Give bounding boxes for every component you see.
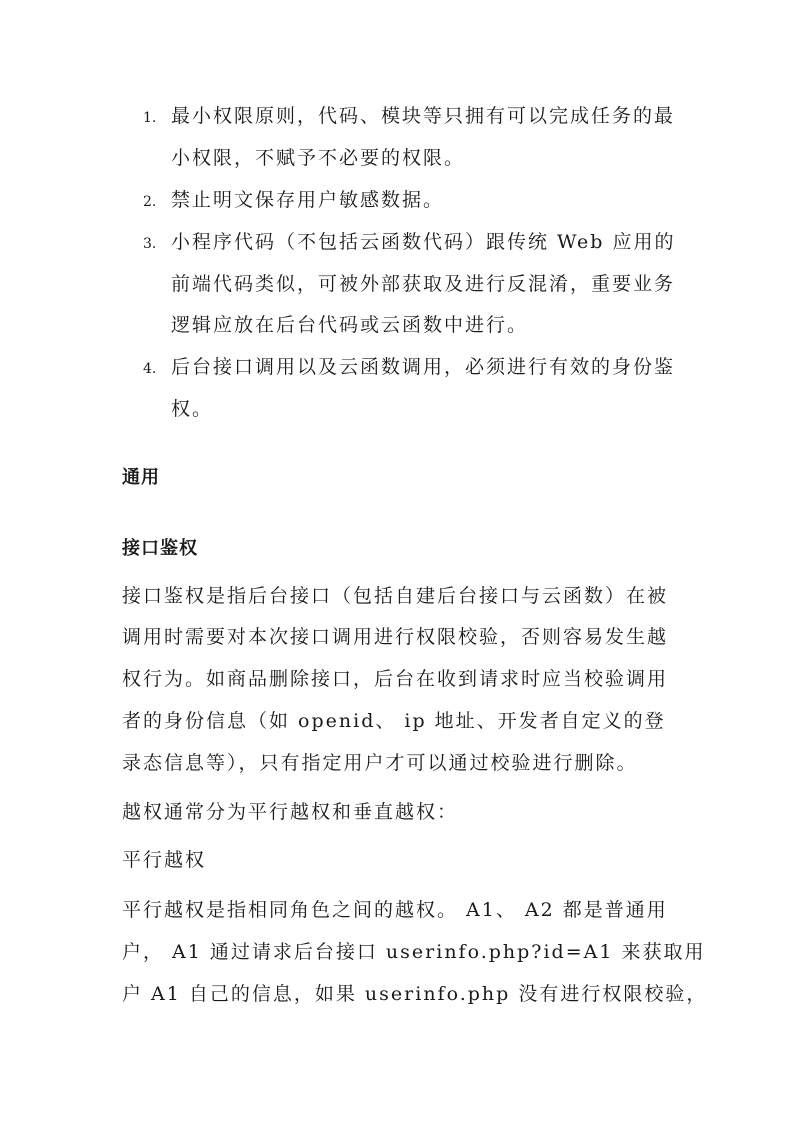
list-item-number: 4. (143, 361, 157, 377)
list-item-number: 3. (143, 236, 157, 252)
subsection-heading: 接口鉴权 (122, 538, 198, 559)
list-item-text-line: 后台接口调用以及云函数调用，必须进行有效的身份鉴 (171, 356, 676, 378)
paragraph-line: 调用时需要对本次接口调用进行权限校验，否则容易发生越 (122, 626, 669, 648)
list-item-text-line: 逻辑应放在后台代码或云函数中进行。 (171, 314, 529, 336)
list-item-text-line: 小程序代码（不包括云函数代码）跟传统 Web 应用的 (171, 231, 676, 253)
list-item-text-line: 禁止明文保存用户敏感数据。 (171, 189, 445, 211)
paragraph-line: 户 A1 自己的信息，如果 userinfo.php 没有进行权限校验， (122, 983, 708, 1005)
list-item-number: 2. (143, 194, 157, 210)
paragraph-line: 接口鉴权是指后台接口（包括自建后台接口与云函数）在被 (122, 585, 669, 607)
paragraph-line: 平行越权是指相同角色之间的越权。 A1、 A2 都是普通用 (122, 899, 668, 921)
list-item-number: 1. (143, 110, 157, 126)
list-item-text-line: 小权限，不赋予不必要的权限。 (171, 147, 466, 169)
paragraph-line: 者的身份信息（如 openid、 ip 地址、开发者自定义的登 (122, 710, 666, 732)
list-item-text-line: 权。 (171, 398, 214, 420)
list-item-text-line: 前端代码类似，可被外部获取及进行反混淆，重要业务 (171, 273, 676, 295)
paragraph-line: 越权通常分为平行越权和垂直越权： (122, 801, 459, 823)
paragraph-line: 平行越权 (122, 849, 207, 871)
list-item-text-line: 最小权限原则，代码、模块等只拥有可以完成任务的最 (171, 105, 676, 127)
paragraph-line: 户， A1 通过请求后台接口 userinfo.php?id=A1 来获取用 (122, 941, 706, 963)
paragraph-line: 录态信息等），只有指定用户才可以通过校验进行删除。 (122, 752, 638, 774)
paragraph-line: 权行为。如商品删除接口，后台在收到请求时应当校验调用 (122, 668, 669, 690)
section-heading: 通用 (122, 467, 160, 488)
